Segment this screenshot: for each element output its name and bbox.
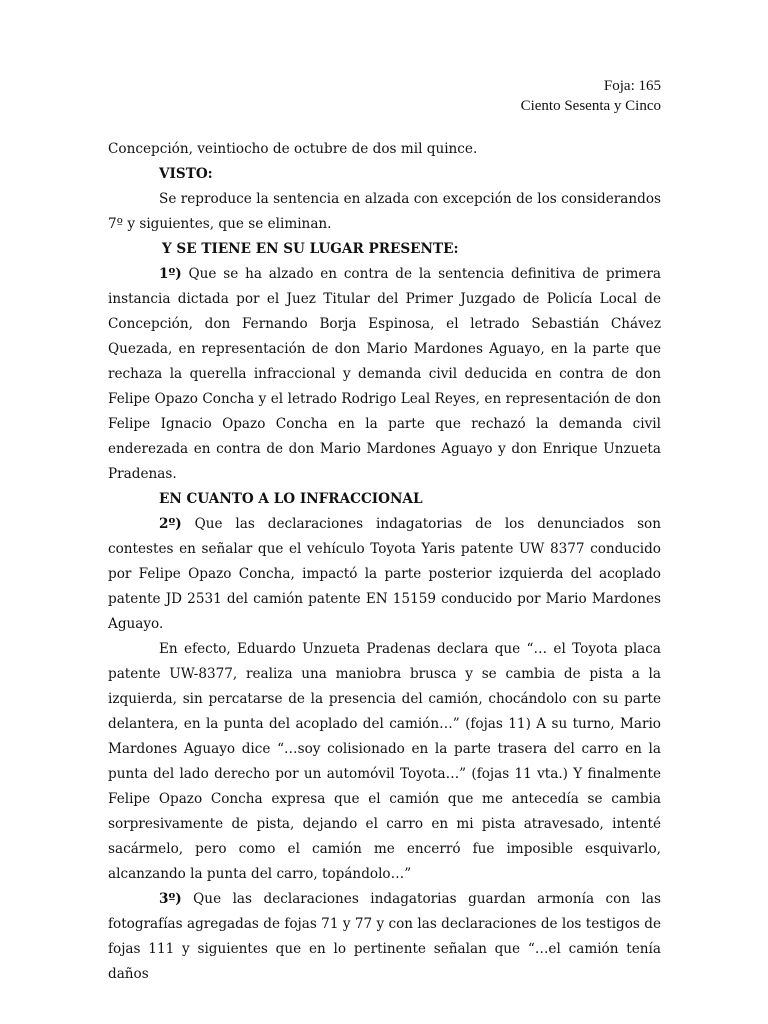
considerando-3-number: 3º) (159, 891, 182, 907)
presente-heading-text: Y SE TIENE EN SU LUGAR PRESENTE: (162, 241, 459, 257)
efecto-paragraph: En efecto, Eduardo Unzueta Pradenas declara que “… el Toyota placa patente UW-8377, realiza una maniobra brusca y se cambia de pista a la izquierda, sin percatarse de la presencia del camión, chocándolo con su parte delantera, en la punta del acoplado del camión…” (fojas 11) A su turno, Mario Mardones Aguayo dice “…soy colisionado en la parte trasera del carro en la punta del lado derecho por un automóvil Toyota…” (fojas 11 vta.) Y finalmente Felipe Opazo Concha expresa que el camión que me antecedía se cambia sorpresivamente de pista, dejando el carro en mi pista atravesado, intenté sacármelo, pero como el camión me encerró fue imposible esquivarlo, alcanzando la punta del carro, topándolo…” (108, 641, 661, 882)
considerando-1-text: Que se ha alzado en contra de la sentencia definitiva de primera instancia dictada por el Juez Titular del Primer Juzgado de Policía Local de Concepción, don Fernando Borja Espinosa, el letrado Sebastián Chávez Quezada, en representación de don Mario Mardones Aguayo, en la parte que rechaza la querella infraccional y demanda civil deducida en contra de don Felipe Opazo Concha y el letrado Rodrigo Leal Reyes, en representación de don Felipe Ignacio Opazo Concha en la parte que rechazó la demanda civil enderezada en contra de don Mario Mardones Aguayo y don Enrique Unzueta Pradenas. (108, 266, 661, 482)
considerando-3 (108, 887, 661, 987)
considerando-1-number: 1º) (159, 266, 182, 282)
considerando-2-text: Que las declaraciones indagatorias de los denunciados son contestes en señalar que el vehículo Toyota Yaris patente UW 8377 conducido por Felipe Opazo Concha, impactó la parte posterior izquierda del acoplado patente JD 2531 del camión patente EN 15159 conducido por Mario Mardones Aguayo. (108, 516, 661, 632)
foja-words: Ciento Sesenta y Cinco (520, 98, 661, 114)
infraccional-heading-text: EN CUANTO A LO INFRACCIONAL (159, 491, 423, 507)
considerando-3-text: Que las declaraciones indagatorias guardan armonía con las fotografías agregadas de fojas 71 y 77 y con las declaraciones de los testigos de fojas 111 y siguientes que en lo pertinente señalan que “…el camión tenía daños (108, 891, 661, 982)
foja-number: Foja: 165 (603, 78, 661, 94)
considerando-2-number: 2º) (159, 516, 182, 532)
date-line: Concepción, veintiocho de octubre de dos mil quince. (108, 141, 478, 157)
considerando-1 (108, 262, 661, 487)
visto-heading-text: VISTO: (159, 166, 213, 182)
presente-heading (108, 237, 661, 262)
visto-heading (108, 162, 661, 187)
considerando-2 (108, 512, 661, 637)
page-header (108, 76, 661, 116)
infraccional-heading (108, 487, 661, 512)
visto-paragraph: Se reproduce la sentencia en alzada con excepción de los considerandos 7º y siguientes, que se eliminan. (108, 191, 661, 232)
document-page (108, 72, 661, 987)
